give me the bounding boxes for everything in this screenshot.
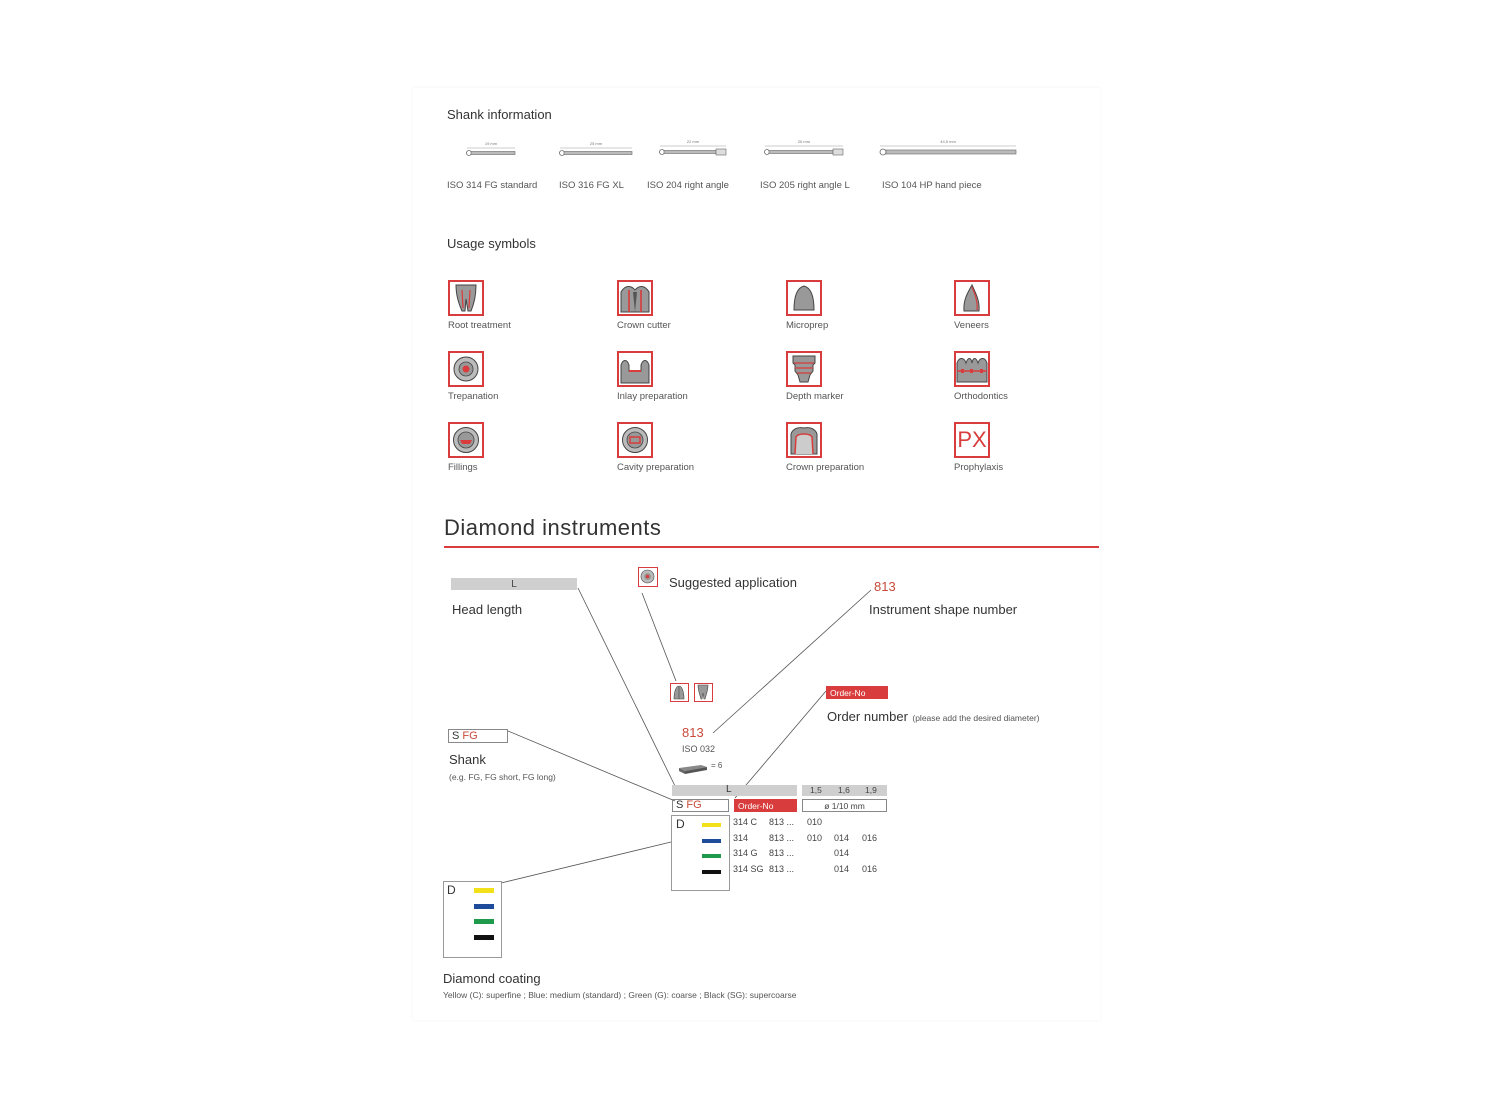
shank-heading: Shank information (447, 107, 552, 122)
order-table (733, 817, 893, 887)
coating-swatch-black (702, 870, 721, 874)
table-shank-box: S FG (672, 799, 729, 812)
coating-legend-black (474, 935, 494, 940)
crown-preparation-label: Crown preparation (786, 462, 865, 473)
svg-text:22 mm: 22 mm (686, 139, 700, 144)
table-head-length-bar: L (672, 785, 797, 796)
suggested-application-label: Suggested application (669, 575, 797, 590)
coating-legend-yellow (474, 888, 494, 893)
iso-number: ISO 032 (682, 744, 716, 754)
shank-callout-note: (e.g. FG, FG short, FG long) (449, 772, 556, 782)
cavity-preparation-label: Cavity preparation (617, 462, 695, 473)
suggested-application-icon (638, 567, 658, 587)
shank-label-205: ISO 205 right angle L (760, 180, 850, 191)
shank-label-316: ISO 316 FG XL (559, 180, 624, 191)
svg-text:25 mm: 25 mm (589, 141, 603, 146)
coating-swatch-blue (702, 839, 721, 843)
order-number-badge: Order-No (826, 686, 888, 699)
order-number-caption (827, 708, 1039, 726)
shank-callout-box: S FG (448, 729, 508, 743)
prophylaxis-label: Prophylaxis (954, 462, 1004, 473)
catalog-page (413, 88, 1100, 1020)
coating-swatch-green (702, 854, 721, 858)
pack-box-icon (677, 760, 709, 774)
diameter-header: 1,5 1,6 1,9 (802, 785, 887, 796)
usage-heading: Usage symbols (447, 236, 536, 251)
small-root-treatment-icon (694, 683, 713, 702)
table-order-badge: Order-No (734, 799, 797, 812)
section-title: Diamond instruments (444, 515, 662, 540)
shank-callout-label: Shank (449, 752, 486, 767)
shank-label-204: ISO 204 right angle (647, 180, 729, 191)
svg-text:44,5 mm: 44,5 mm (940, 139, 956, 144)
microprep-label: Microprep (786, 320, 829, 331)
veneers-label: Veneers (954, 320, 989, 331)
svg-text:26 mm: 26 mm (797, 139, 811, 144)
fillings-label: Fillings (448, 462, 478, 473)
coating-label: Diamond coating (443, 971, 541, 986)
shank-label-104: ISO 104 HP hand piece (882, 180, 982, 191)
root-treatment-label: Root treatment (448, 320, 511, 331)
orthodontics-label: Orthodontics (954, 391, 1008, 402)
table-row: 314 C 813 ... 010 (733, 817, 823, 827)
shank-label-314: ISO 314 FG standard (447, 180, 538, 191)
prophylaxis-icon: PX (954, 422, 990, 458)
coating-callout-box: D (443, 881, 502, 958)
inlay-preparation-label: Inlay preparation (617, 391, 688, 402)
diameter-unit: ø 1/10 mm (802, 799, 887, 812)
svg-text:19 mm: 19 mm (484, 141, 498, 146)
depth-marker-label: Depth marker (786, 391, 844, 402)
order-number-note: (please add the desired diameter) (912, 713, 1040, 723)
head-length-label: Head length (452, 602, 523, 617)
table-row: 314 G 813 ... 014 (733, 848, 850, 858)
order-number-label: Order number (827, 709, 908, 724)
pack-quantity: = 6 (677, 760, 727, 774)
small-microprep-icon (670, 683, 689, 702)
center-shape-number: 813 (682, 725, 704, 740)
table-row: 314 SG 813 ... 014 016 (733, 864, 878, 874)
shape-number-value: 813 (874, 579, 896, 594)
coating-legend-blue (474, 904, 494, 909)
crown-cutter-label: Crown cutter (617, 320, 671, 331)
table-coating-box: D (671, 815, 730, 891)
coating-swatch-yellow (702, 823, 721, 827)
shape-number-label: Instrument shape number (869, 602, 1018, 617)
coating-legend-green (474, 919, 494, 924)
trepanation-label: Trepanation (448, 391, 499, 402)
table-row: 314 813 ... 010 014 016 (733, 833, 878, 843)
coating-note: Yellow (C): superfine ; Blue: medium (standard) ; Green (G): coarse ; Black (SG): supercoarse (443, 990, 797, 1000)
head-length-bar: L (451, 578, 577, 590)
